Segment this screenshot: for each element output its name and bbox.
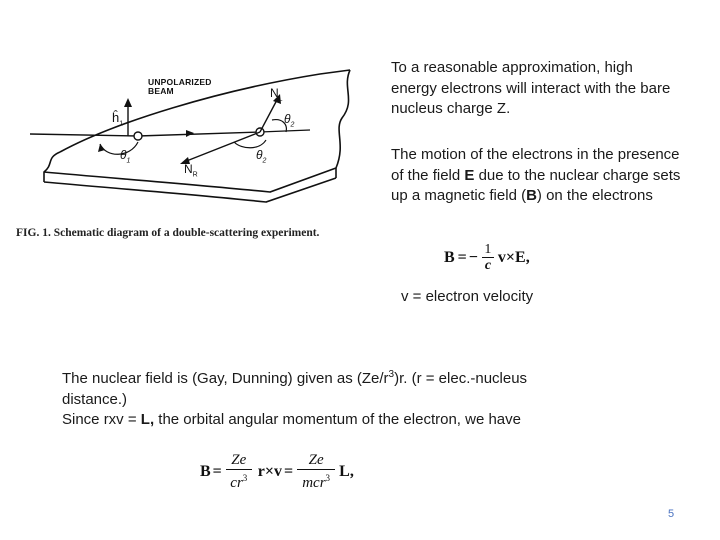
nr-label: $N_R$ [184, 162, 198, 179]
nl-arrow [260, 98, 278, 132]
scattered-beam [138, 132, 260, 136]
h1-label: $ĥ_1$ [112, 110, 124, 128]
theta2-bottom-arc [234, 140, 266, 148]
plate-left-edge [44, 152, 60, 182]
eq1-lhs: B [444, 248, 455, 266]
eq1-minus: − [468, 248, 478, 266]
eq1-equals: = [457, 248, 467, 266]
eq2-equals2: = [284, 463, 294, 480]
first-scatterer [134, 132, 142, 140]
nuclear-field-paragraph: The nuclear field is (Gay, Dunning) given as $(Ze/r^3)r$. (r = elec.-nucleus distance.) Since rxv = L, the orbital angular momentum of the electron, we have [62, 369, 528, 428]
theta2-bottom-label: $\theta_2$ [256, 148, 267, 165]
eq2-den2: mcr [302, 475, 326, 491]
plate-right-edge [336, 70, 350, 168]
equation-b-field [444, 242, 530, 273]
eq2-den1: cr [230, 475, 243, 491]
eq2-num2: Ze [308, 452, 324, 468]
eq2-fraction2: Ze mcr$^3$ [297, 452, 335, 492]
theta2-top-label: $\theta_2$ [284, 112, 295, 129]
velocity-note: v = electron velocity [401, 288, 534, 305]
intro-paragraph: To a reasonable approximation, high energy electrons will interact with the bare nucleus charge Z. [391, 59, 671, 117]
eq2-mid: r×v [257, 463, 283, 480]
eq2-num1: Ze [231, 452, 247, 468]
equation-b-angular [200, 452, 354, 492]
eq1-denominator: c [484, 258, 492, 273]
theta1-arc [100, 142, 138, 154]
incident-beam [30, 134, 138, 136]
eq2-equals1: = [212, 463, 222, 480]
nl-label: $N_L$ [270, 86, 283, 103]
beam-label: UNPOLARIZED BEAM [148, 77, 212, 96]
b-field-symbol: B [526, 187, 537, 204]
eq1-numerator: 1 [484, 242, 492, 257]
e-field-symbol: E [464, 166, 475, 184]
field-paragraph: The motion of the electrons in the presence of the field E due to the nuclear charge sets up a magnetic field (B) on the electrons [391, 146, 681, 204]
eq2-fraction1: Ze $cr^3$ [226, 452, 252, 492]
figure-caption: FIG. 1. Schematic diagram of a double-scattering experiment. [16, 227, 320, 239]
plate-bottom-edge [44, 178, 336, 202]
eq1-rhs: v×E, [497, 248, 530, 266]
page-number: 5 [668, 508, 675, 520]
eq2-rhs: L, [339, 463, 354, 480]
theta1-label: $\theta_1$ [120, 148, 131, 165]
eq2-lhs: B [200, 463, 211, 480]
eq1-fraction [482, 242, 494, 273]
beam-continuation [260, 130, 310, 132]
nr-arrow [184, 132, 260, 162]
scattered-arrowhead [186, 130, 194, 137]
l-symbol: L, [140, 411, 155, 428]
